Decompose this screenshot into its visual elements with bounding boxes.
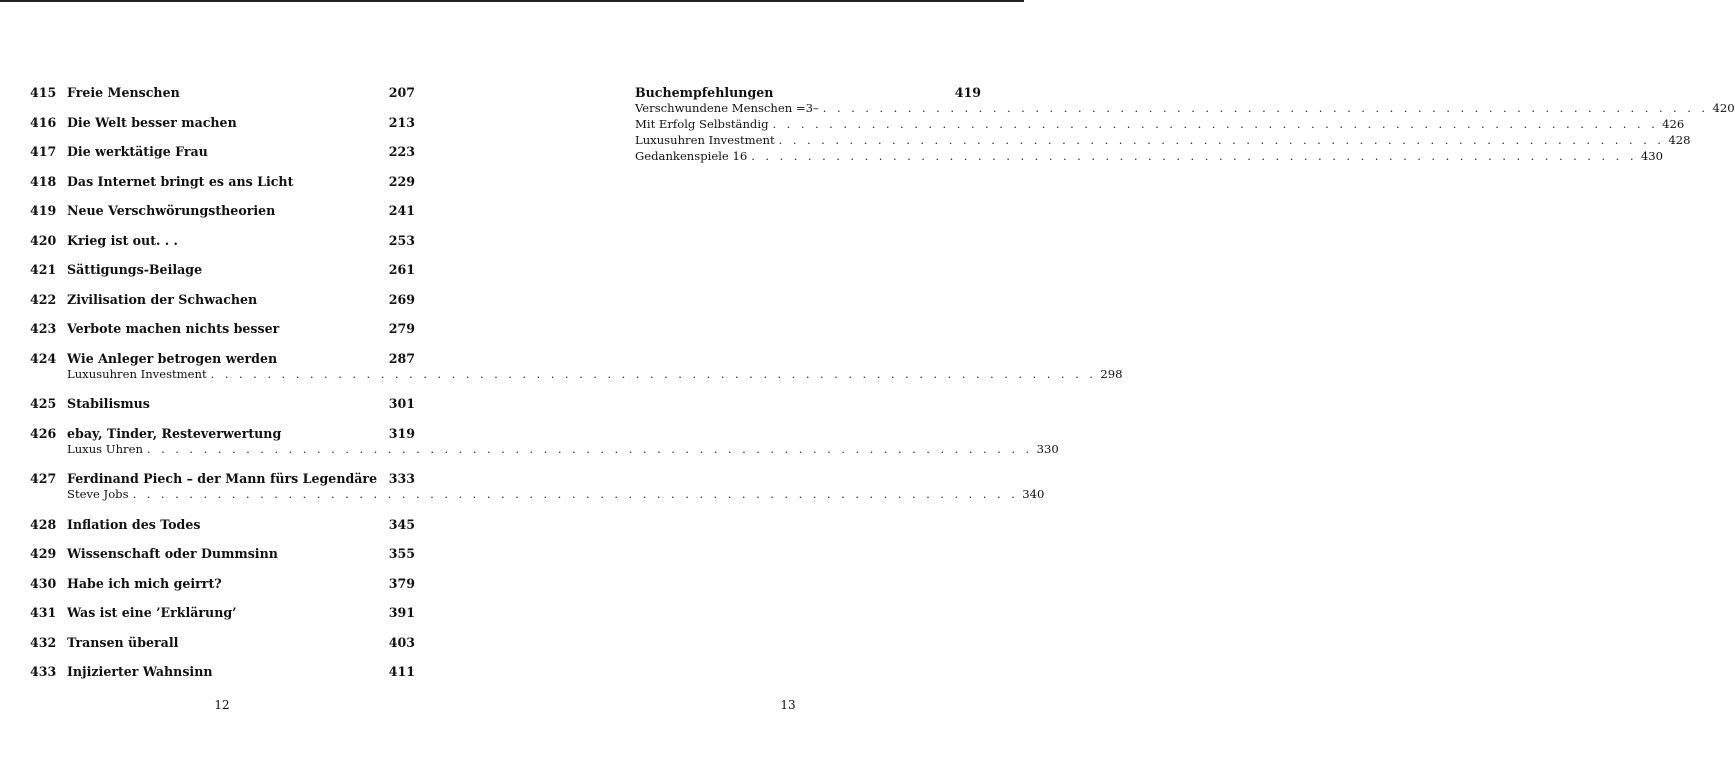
toc-entry — [30, 517, 415, 533]
chapter-number: 432 — [30, 634, 57, 650]
toc-right — [635, 85, 1735, 165]
chapter-number: 433 — [30, 664, 57, 679]
subentry-title: Gedankenspiele 16 — [635, 149, 748, 163]
chapter-page: 319 — [388, 425, 415, 441]
toc-subentry[interactable] — [635, 133, 1691, 149]
chapter-number: 422 — [30, 291, 57, 307]
chapter-page: 241 — [388, 203, 415, 218]
subentry-title: Luxus Uhren — [67, 441, 143, 456]
toc-entry — [30, 144, 415, 160]
toc-entry — [30, 350, 1123, 383]
toc-entry — [30, 174, 415, 190]
chapter-page: 333 — [388, 471, 415, 486]
chapter-number: 418 — [30, 173, 57, 189]
chapter-page: 269 — [388, 291, 415, 307]
toc-entry — [30, 635, 415, 651]
toc-entry-row[interactable] — [30, 426, 415, 442]
dot-leader: . . . . . . . . . . . . . . . . . . . . . . . . . . . . . . . . . . . . . . . . . . . . . . . . . . . . . . . . . . . . . . . — [822, 101, 1709, 115]
toc-subentry[interactable] — [635, 149, 1664, 165]
toc-entry — [30, 396, 415, 412]
chapter-title: Inflation des Todes — [67, 516, 201, 532]
toc-entry-row[interactable] — [30, 292, 415, 308]
toc-entry-row[interactable] — [30, 546, 415, 562]
toc-entry-row[interactable] — [30, 471, 415, 487]
toc-entry-row[interactable] — [30, 262, 415, 278]
toc-entry — [30, 321, 415, 337]
toc-entry — [30, 425, 1059, 458]
chapter-page: 223 — [388, 144, 415, 159]
toc-entry-row[interactable] — [30, 517, 415, 533]
chapter-title: Verbote machen nichts besser — [67, 321, 280, 336]
chapter-number: 425 — [30, 396, 57, 411]
chapter-title: Das Internet bringt es ans Licht — [67, 173, 294, 189]
subentry-page: 298 — [1100, 366, 1123, 381]
chapter-title: ebay, Tinder, Resteverwertung — [67, 425, 282, 441]
chapter-number: 421 — [30, 262, 57, 277]
dot-leader: . . . . . . . . . . . . . . . . . . . . . . . . . . . . . . . . . . . . . . . . . . . . . . . . . . . . . . . . . . . . . . . — [778, 133, 1665, 147]
subentry-title: Luxusuhren Investment — [635, 133, 775, 147]
chapter-page: 403 — [388, 634, 415, 650]
chapter-number: 429 — [30, 546, 57, 561]
chapter-number: 431 — [30, 605, 57, 620]
chapter-page: 301 — [388, 396, 415, 411]
chapter-title: Sättigungs-Beilage — [67, 262, 203, 277]
chapter-page: 287 — [388, 350, 415, 366]
toc-entry — [30, 262, 415, 278]
dot-leader: . . . . . . . . . . . . . . . . . . . . . . . . . . . . . . . . . . . . . . . . . . . . . . . . . . . . . . . . . . . . . . . — [146, 441, 1033, 456]
chapter-title: Zivilisation der Schwachen — [67, 291, 258, 307]
chapter-number: 420 — [30, 232, 57, 248]
toc-entry — [30, 576, 415, 592]
toc-entry-row[interactable] — [30, 576, 415, 592]
toc-entry-row[interactable] — [30, 635, 415, 651]
toc-subentry[interactable] — [30, 366, 1123, 383]
dot-leader: . . . . . . . . . . . . . . . . . . . . . . . . . . . . . . . . . . . . . . . . . . . . . . . . . . . . . . . . . . . . . . . — [132, 487, 1019, 501]
toc-entry — [30, 292, 415, 308]
chapter-title: Ferdinand Piech – der Mann fürs Legendäre — [67, 471, 378, 486]
toc-entry-row[interactable] — [30, 233, 415, 249]
toc-subentry[interactable] — [30, 441, 1059, 458]
chapter-title: Was ist eine ’Erklärung’ — [67, 605, 237, 620]
toc-entry-row[interactable] — [30, 321, 415, 337]
chapter-number: 430 — [30, 575, 57, 591]
chapter-page: 207 — [388, 85, 415, 100]
subentry-title: Verschwundene Menschen =3– — [635, 101, 819, 115]
toc-entry — [30, 115, 415, 131]
toc-entry-row[interactable] — [30, 396, 415, 412]
chapter-page: 261 — [388, 262, 415, 277]
toc-entry — [30, 546, 415, 562]
toc-subentry[interactable] — [635, 101, 1735, 117]
chapter-number: 424 — [30, 350, 57, 366]
toc-subentry[interactable] — [30, 487, 1045, 503]
chapter-page: 279 — [388, 321, 415, 336]
toc-entry — [30, 233, 415, 249]
toc-entry-row[interactable] — [30, 351, 415, 367]
toc-entry — [30, 203, 415, 219]
chapter-title: Habe ich mich geirrt? — [67, 575, 222, 591]
subentry-page: 420 — [1712, 101, 1735, 115]
chapter-number: 415 — [30, 85, 57, 100]
subentry-page: 428 — [1668, 133, 1691, 147]
chapter-page: 345 — [388, 516, 415, 532]
chapter-page: 411 — [388, 664, 415, 679]
toc-entry-row[interactable] — [30, 664, 415, 680]
subentry-page: 330 — [1036, 441, 1059, 456]
toc-entry — [30, 605, 415, 621]
toc-entry — [30, 471, 1045, 503]
toc-subentry[interactable] — [635, 117, 1685, 133]
subentry-title: Luxusuhren Investment — [67, 366, 207, 381]
chapter-page: 229 — [388, 173, 415, 189]
toc-entry — [30, 664, 415, 680]
chapter-page: 379 — [388, 575, 415, 591]
chapter-title: Neue Verschwörungstheorien — [67, 203, 276, 218]
chapter-page: 355 — [388, 546, 415, 561]
subentry-page: 340 — [1022, 487, 1045, 501]
chapter-page: 253 — [388, 232, 415, 248]
page-number-right: 13 — [780, 698, 796, 712]
chapter-number: 428 — [30, 516, 57, 532]
dot-leader: . . . . . . . . . . . . . . . . . . . . . . . . . . . . . . . . . . . . . . . . . . . . . . . . . . . . . . . . . . . . . . . — [751, 149, 1637, 163]
chapter-page: 213 — [388, 114, 415, 130]
subentry-title: Steve Jobs — [67, 487, 129, 501]
chapter-title: Die Welt besser machen — [67, 114, 237, 130]
subentry-page: 430 — [1640, 149, 1664, 163]
chapter-number: 423 — [30, 321, 57, 336]
subentry-page: 426 — [1662, 117, 1685, 131]
toc-entry-row[interactable] — [30, 85, 415, 101]
toc-entry-row[interactable] — [30, 115, 415, 131]
chapter-title: Injizierter Wahnsinn — [67, 664, 213, 679]
chapter-title: Krieg ist out. . . — [67, 232, 178, 248]
toc-entry-row[interactable] — [30, 203, 415, 219]
toc-entry-row[interactable] — [30, 144, 415, 160]
toc-section-heading[interactable] — [635, 85, 981, 101]
chapter-title: Wie Anleger betrogen werden — [67, 350, 278, 366]
chapter-page: 391 — [388, 605, 415, 620]
dot-leader: . . . . . . . . . . . . . . . . . . . . . . . . . . . . . . . . . . . . . . . . . . . . . . . . . . . . . . . . . . . . . . . — [772, 117, 1659, 131]
toc-entry-row[interactable] — [30, 174, 415, 190]
page-number-left: 12 — [214, 698, 230, 712]
subentry-title: Mit Erfolg Selbständig — [635, 117, 769, 131]
chapter-number: 417 — [30, 144, 57, 159]
chapter-title: Wissenschaft oder Dummsinn — [67, 546, 278, 561]
section-title: Buchempfehlungen — [635, 85, 774, 100]
chapter-number: 419 — [30, 203, 57, 218]
dot-leader: . . . . . . . . . . . . . . . . . . . . . . . . . . . . . . . . . . . . . . . . . . . . . . . . . . . . . . . . . . . . . . . — [210, 366, 1097, 381]
toc-entry-row[interactable] — [30, 605, 415, 621]
chapter-number: 416 — [30, 114, 57, 130]
chapter-title: Transen überall — [67, 634, 179, 650]
section-page: 419 — [954, 85, 981, 100]
chapter-number: 426 — [30, 425, 57, 441]
chapter-title: Die werktätige Frau — [67, 144, 208, 159]
toc-entry — [30, 85, 415, 101]
chapter-number: 427 — [30, 471, 57, 486]
chapter-title: Freie Menschen — [67, 85, 180, 100]
chapter-title: Stabilismus — [67, 396, 150, 411]
